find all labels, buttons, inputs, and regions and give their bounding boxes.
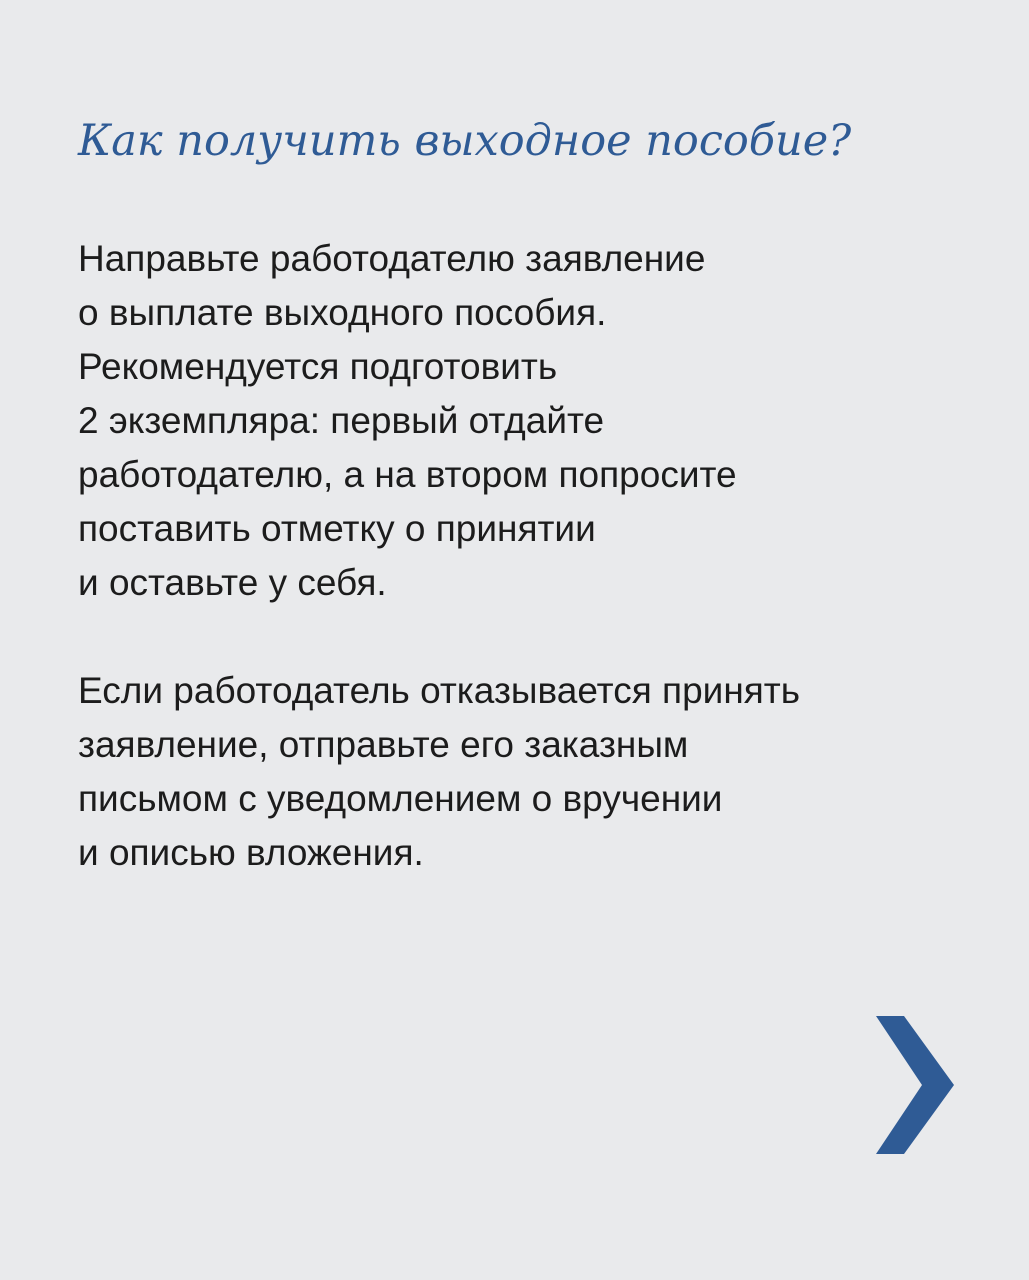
chevron-right-icon <box>876 1016 954 1154</box>
paragraph-line: Если работодатель отказывается принять <box>78 670 801 711</box>
paragraph-line: 2 экземпляра: первый отдайте <box>78 400 605 441</box>
next-slide-button[interactable] <box>876 1016 954 1154</box>
page-title: Как получить выходное пособие? <box>78 116 852 166</box>
paragraph-line: и описью вложения. <box>78 832 424 873</box>
instruction-paragraph <box>78 232 737 610</box>
paragraph-line: письмом с уведомлением о вручении <box>78 778 723 819</box>
paragraph-line: о выплате выходного пособия. <box>78 292 607 333</box>
paragraph-line: Направьте работодателю заявление <box>78 238 706 279</box>
paragraph-line: и оставьте у себя. <box>78 562 387 603</box>
paragraph-line: заявление, отправьте его заказным <box>78 724 689 765</box>
paragraph-line: поставить отметку о принятии <box>78 508 596 549</box>
paragraph-line: Рекомендуется подготовить <box>78 346 558 387</box>
paragraph-line: работодателю, а на втором попросите <box>78 454 737 495</box>
refusal-paragraph <box>78 664 800 880</box>
